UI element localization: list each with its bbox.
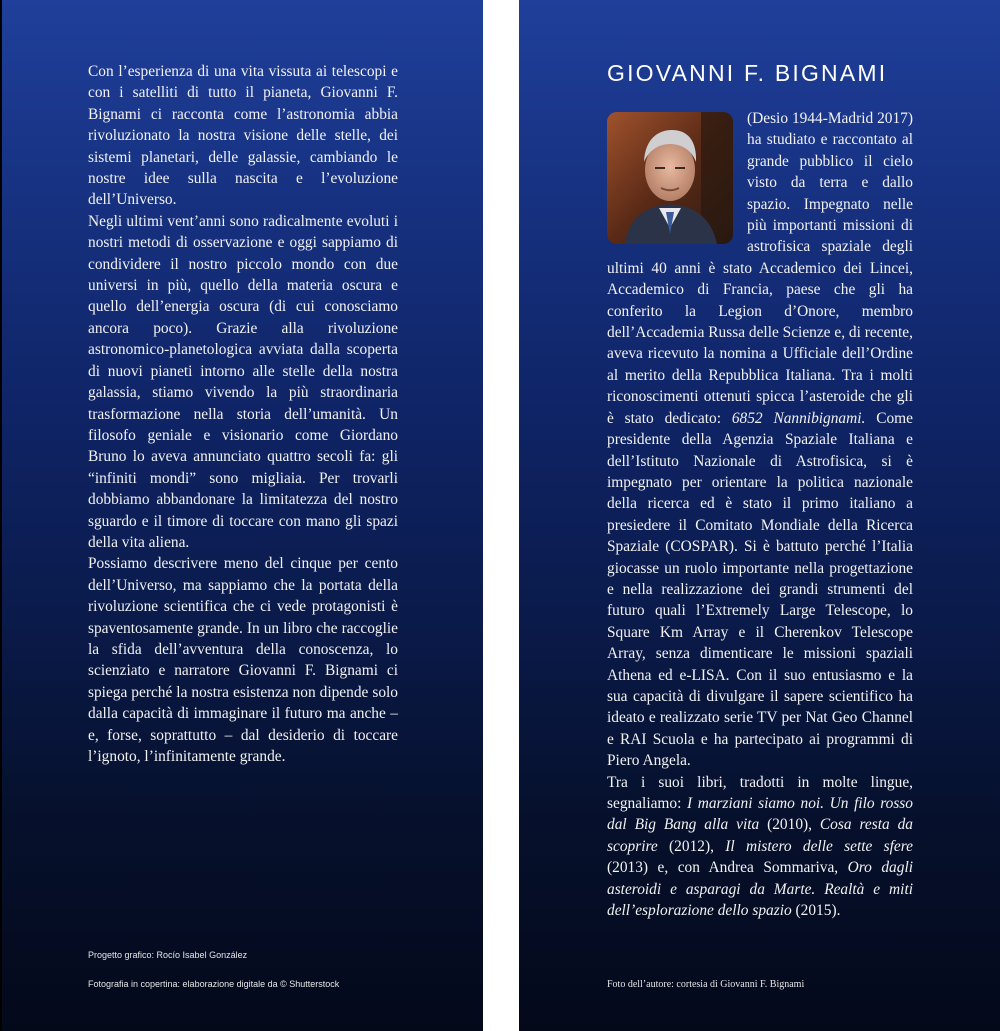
- blurb-paragraph-3: Possiamo descrivere meno del cinque per cento dell’Universo, ma sappiamo che la portata della rivoluzione scientifica che ci vede protagonisti è spaventosamente grande. In un libro che raccoglie la sfida dell’avventura della conoscenza, lo scienziato e narratore Giovanni F. Bignami ci spiega perché la nostra esistenza non dipende solo dalla capacità di immaginare il futuro ma anche – e, forse, soprattutto – dal desiderio di toccare l’ignoto, l’infinitamente grande.: [88, 555, 398, 765]
- asteroid-name: 6852 Nannibignami.: [731, 409, 866, 427]
- left-flap: [0, 0, 485, 1031]
- blurb-paragraph-1: Con l’esperienza di una vita vissuta ai telescopi e con i satelliti di tutto il pianeta, Giovanni F. Bignami ci racconta come l’astronomia abbia rivoluzionato la nostra visione delle stelle, dei sistemi planetari, delle galassie, cambiando le nostre idee sulla nascita e l’evoluzione dell’Universo.: [88, 63, 398, 209]
- book-title-3: Il mistero delle sette sfere: [725, 837, 914, 855]
- books-intro: Tra i suoi libri, tradotti in molte lingue, segnaliamo:: [607, 773, 913, 812]
- design-credit: Progetto grafico: Rocío Isabel González: [88, 950, 248, 960]
- book-year-2: (2012),: [657, 837, 726, 855]
- book-year-4: (2015).: [791, 902, 841, 920]
- book-year-1: (2010),: [759, 816, 820, 834]
- portrait-image: [607, 112, 733, 244]
- blurb-paragraph-2: Negli ultimi vent’anni sono radicalmente evoluti i nostri metodi di osservazione e oggi sappiamo di condividere il nostro piccolo mondo con due universi in più, quello della materia oscura e quello dell’energia oscura (di cui conosciamo ancora poco). Grazie alla rivoluzione astronomico-planetologica avviata dalla scoperta di nuovi pianeti intorno alle stelle della nostra galassia, stiamo vivendo la più straordinaria trasformazione nella storia dell’umanità. Un filosofo geniale e visionario come Giordano Bruno lo aveva annunciato quattro secoli fa: gli “infiniti mondi” sono migliaia. Per trovarli dobbiamo abbandonare la limitatezza del nostro sguardo e il timore di toccare con mano gli spazi della vita aliena.: [88, 212, 398, 551]
- book-year-3: (2013) e, con Andrea Sommariva,: [607, 859, 848, 877]
- cover-credit: Fotografia in copertina: elaborazione digitale da © Shutterstock: [88, 979, 340, 989]
- books-paragraph: [607, 772, 913, 922]
- author-portrait: [607, 112, 733, 244]
- author-bio: [607, 108, 913, 921]
- book-title-4: Oro dagli asteroidi e asparagi da Marte. Realtà e miti dell’esplorazione dello spazio: [607, 859, 913, 920]
- bio-text: (Desio 1944-Madrid 2017) ha studiato e raccontato al grande pubblico il cielo visto da terra e dallo spazio. Impegnato nelle più importanti missioni di astrofisica spaziale degli ultimi 40 anni è stato Accademico dei Lincei, Accademico di Francia, paese che gli ha conferito la Legion d’Onore, membro dell’Accademia Russa delle Scienze e, di recente, aveva ricevuto la nomina a Ufficiale dell’Ordine al merito della Repubblica Italiana. Tra i molti riconoscimenti ottenuti spicca l’asteroide che gli è stato dedicato:: [607, 110, 913, 427]
- blurb-text: [88, 61, 398, 767]
- gutter: [483, 0, 519, 1031]
- bio-text-continued: Come presidente della Agenzia Spaziale Italiana e dell’Istituto Nazionale di Astrofisica, si è impegnato per orientare la politica nazionale della ricerca ed è stato il primo italiano a presiedere il Comitato Mondiale della Ricerca Spaziale (COSPAR). Si è battuto perché l’Italia giocasse un ruolo importante nella progettazione e nella realizzazione dei grandi strumenti del futuro quali l’Extremely Large Telescope, lo Square Km Array e il Cherenkov Telescope Array, senza dimenticare le missioni spaziali Athena ed e-LISA. Con il suo entusiasmo e la sua capacità di divulgare il sapere scientifico ha ideato e realizzato serie TV per Nat Geo Channel e RAI Scuola e ha partecipato ai programmi di Piero Angela.: [607, 409, 913, 770]
- author-name: GIOVANNI F. BIGNAMI: [607, 60, 888, 86]
- book-title-1: I marziani siamo noi. Un filo rosso dal Big Bang alla vita: [607, 795, 913, 834]
- book-title-2: Cosa resta da scoprire: [607, 816, 913, 855]
- photo-credit: Foto dell’autore: cortesia di Giovanni F. Bignami: [607, 979, 805, 990]
